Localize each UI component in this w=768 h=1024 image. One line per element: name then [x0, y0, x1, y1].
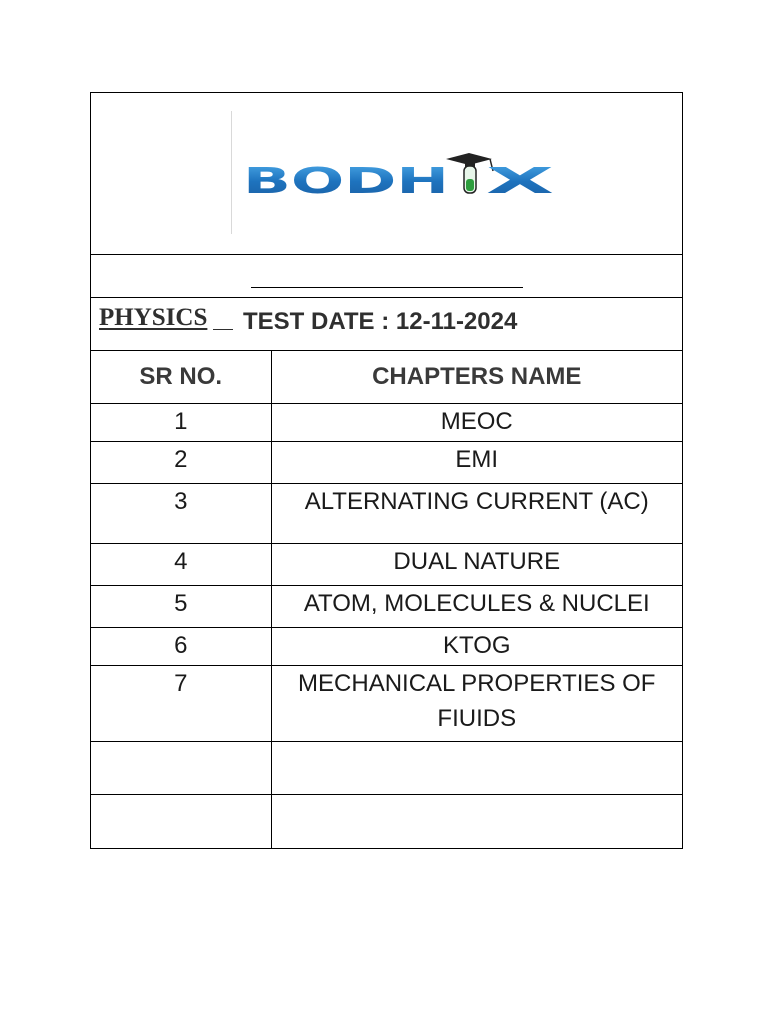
chapter-name-line-1: MECHANICAL PROPERTIES OF [298, 670, 656, 697]
sr-no-cell: 6 [91, 628, 271, 666]
sr-no-cell [91, 795, 271, 848]
blank-name-row [91, 255, 682, 298]
fill-in-blank-line [251, 287, 523, 288]
chapter-name-cell: EMI [271, 442, 682, 484]
sr-no-cell: 4 [91, 544, 271, 586]
logo-text-right: X [486, 161, 555, 201]
table-row [91, 586, 682, 628]
column-header-chapters-name: CHAPTERS NAME [271, 351, 682, 404]
chapter-name-cell [271, 666, 682, 742]
table-row [91, 442, 682, 484]
sr-no-cell: 1 [91, 404, 271, 442]
table-row [91, 628, 682, 666]
table-row-empty [91, 795, 682, 848]
bodhix-logo [241, 151, 561, 201]
table-header-row [91, 351, 682, 404]
subject-underline-extension [213, 329, 233, 330]
sr-no-cell: 7 [91, 666, 271, 742]
test-sheet [90, 92, 683, 849]
logo-guide-line [231, 111, 232, 234]
sr-no-cell [91, 742, 271, 795]
chapter-name-cell [271, 795, 682, 848]
table-row [91, 484, 682, 544]
chapter-name-cell: ALTERNATING CURRENT (AC) [271, 484, 682, 544]
table-row [91, 544, 682, 586]
logo-cell [91, 93, 682, 255]
chapter-name-cell: KTOG [271, 628, 682, 666]
subject-label: PHYSICS [99, 304, 208, 331]
table-row-empty [91, 742, 682, 795]
table-row [91, 404, 682, 442]
sr-no-cell: 5 [91, 586, 271, 628]
table-row [91, 666, 682, 742]
test-date: TEST DATE : 12-11-2024 [243, 308, 518, 335]
subject-title-row [91, 298, 682, 351]
sr-no-cell: 3 [91, 484, 271, 544]
chapter-name-cell [271, 742, 682, 795]
chapter-name-cell: MEOC [271, 404, 682, 442]
chapter-name-cell: DUAL NATURE [271, 544, 682, 586]
chapter-name-line-2: FIUIDS [437, 705, 517, 732]
chapters-table [91, 351, 682, 848]
chapter-name-cell: ATOM, MOLECULES & NUCLEI [271, 586, 682, 628]
sr-no-cell: 2 [91, 442, 271, 484]
logo-text-left: BODH [243, 161, 449, 201]
column-header-sr-no: SR NO. [91, 351, 271, 404]
